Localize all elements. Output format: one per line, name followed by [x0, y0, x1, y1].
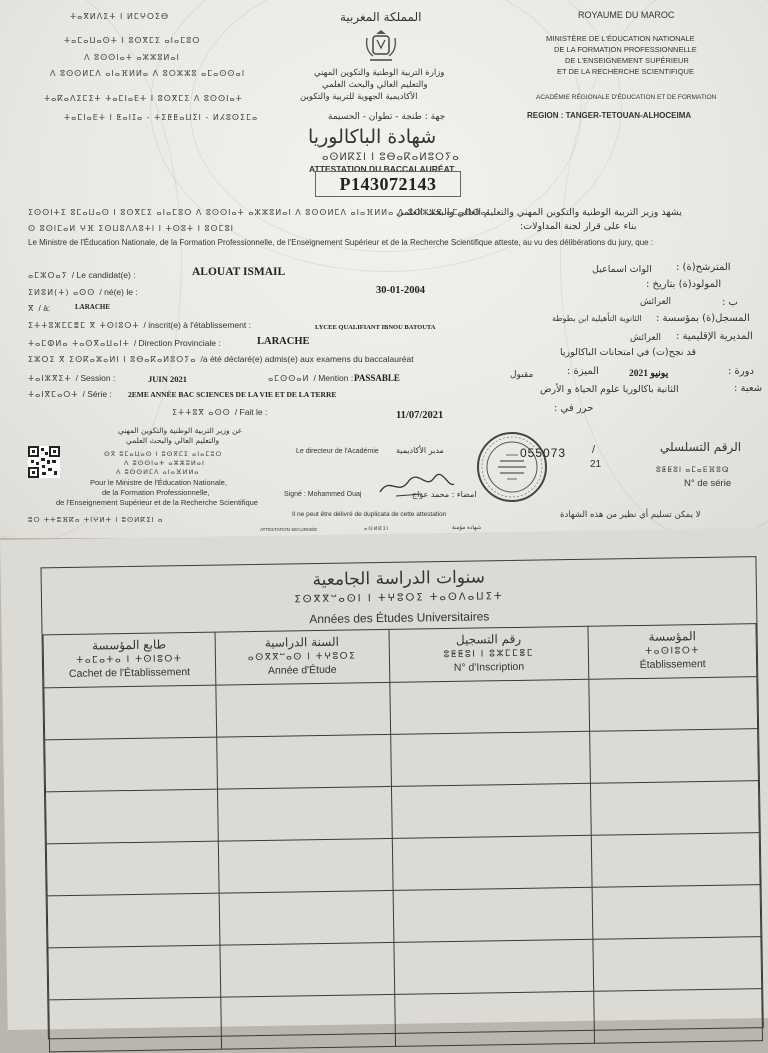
header-tifinagh-ministry: ⴷ ⵓⵙⵙⵏⴰⵜ ⴰⵣⵣⵓⵍⴰⵏ — [84, 53, 180, 62]
header-arabic-kingdom: المملكة المغربية — [340, 10, 422, 24]
birth-date-label-ar: المولود(ة) بتاريخ : — [646, 279, 722, 290]
header-tifinagh-ministry: ⵜⴰⵎⴰⵡⴰⵙⵜ ⵏ ⵓⵙⴳⵎⵉ ⴰⵏⴰⵎⵓⵔ — [64, 36, 201, 45]
footer-arabic: لا يمكن تسليم أي نظير من هذه الشهادة — [560, 510, 701, 520]
mention-value: PASSABLE — [354, 373, 400, 383]
table-cell — [216, 734, 391, 789]
column-header-etablissement: المؤسسة ⵜⴰⵙⵏⵓⵔⵜ Établissement — [588, 624, 757, 680]
header-arabic-academy: الأكاديمية الجهوية للتربية والتكوين — [300, 92, 418, 102]
header-arabic-region: جهة : طنجة - تطوان - الحسيمة — [328, 112, 446, 122]
table-cell — [591, 781, 760, 836]
field-school-label: ⵉⵜⵜⵓⵣⵎⵎⴻⵎ ⴳ ⵜⵙⵏⵓⵔⵜ / inscrit(e) à l'établissement : — [28, 320, 251, 330]
certificate-number: P143072143 — [315, 171, 461, 197]
serial-label-tifinagh: ⵓⵟⵟⵓⵏ ⴰⵎⴰⴹⴼⵓⵕ — [656, 465, 730, 474]
table-cell — [216, 682, 391, 737]
preamble-tifinagh: ⵙ ⵓⵙⵏⵎⴰⵍ ⵖⴼ ⵉⵙⵡⵓⴷⴷⵓⵜⵏ ⵏ ⵜⵙⵓⵜ ⵏ ⵓⵙⵎⵓⵏ — [28, 224, 235, 233]
title-french: ATTESTATION DU BACCALAURÉAT — [309, 164, 455, 174]
preamble-arabic: يشهد وزير التربية الوطنية والتكوين المهني والتعليم العالي والبحث العلمي — [396, 207, 682, 218]
serial-separator: / — [592, 444, 596, 456]
session-value-ar: يونيو 2021 — [629, 369, 669, 379]
footer-secure-tifinagh: ⴰⵙⵍⴽⵉⵏ — [364, 526, 390, 532]
preamble-arabic: بناء على قرار لجنة المداولات: — [520, 221, 637, 232]
province-name: LARACHE — [257, 336, 310, 347]
school-name: LYCEE QUALIFIANT IBNOU BATOUTA — [315, 324, 436, 331]
header-arabic-ministry: والتعليم العالي والبحث العلمي — [322, 80, 428, 90]
minister-arabic: والتعليم العالي والبحث العلمي — [126, 436, 220, 445]
studies-title-arabic: سنوات الدراسة الجامعية — [312, 567, 486, 591]
table-cell — [44, 685, 217, 740]
header-ministry-fr: MINISTÈRE DE L'ÉDUCATION NATIONALE — [546, 34, 695, 43]
table-cell — [217, 786, 392, 841]
serial-suffix: 21 — [590, 459, 602, 470]
header-tifinagh-kingdom: ⵜⴰⴳⵍⴷⵉⵜ ⵏ ⵍⵎⵖⵔⵉⴱ — [70, 12, 170, 21]
minister-french: de la Formation Professionnelle, — [102, 488, 210, 497]
director-signature — [376, 470, 456, 500]
issue-date-label-ar: حرر في : — [554, 403, 594, 414]
header-kingdom-fr: ROYAUME DU MAROC — [578, 10, 675, 20]
header-tifinagh-ministry: ⴷ ⵓⵙⵙⵍⵎⴷ ⴰⵏⴰⴼⵍⵍⴰ ⴷ ⵓⵔⵣⵣⵓ ⴰⵎⴰⵙⵙⴰⵏ — [50, 69, 246, 78]
table-cell — [46, 841, 219, 896]
header-tifinagh-region: ⵜⴰⵎⵏⴰⴹⵜ ⵏ ⵟⴰⵏⵊⴰ - ⵜⵉⵟⵟⴰⵡⵉⵏ - ⵍⵃⵓⵙⵉⵎⴰ — [64, 113, 259, 122]
column-header-cachet: طابع المؤسسة ⵜⴰⵎⴰⵜⴰ ⵏ ⵜⵙⵏⵓⵔⵜ Cachet de l'Établissement — [43, 632, 216, 688]
field-born-label: ⵉⵍⵓⵍ(ⵜ) ⴰⵙⵙ / né(e) le : — [28, 287, 138, 297]
studies-title-french: Années des Études Universitaires — [309, 609, 490, 627]
province-label-ar: المديرية الإقليمية : — [676, 331, 753, 342]
serie-value: 2EME ANNÉE BAC SCIENCES DE LA VIE ET DE LA TERRE — [128, 390, 337, 399]
serial-label-fr: N° de série — [684, 478, 732, 489]
field-province-label: ⵜⴰⵎⵀⵍⴰ ⵜⴰⵙⴳⴰⵡⴰⵏⵜ / Direction Provinciale : — [28, 338, 221, 348]
footer-secure-arabic: شهادة مؤمنة — [452, 525, 482, 531]
school-name-ar: الثانوية التأهيلية ابن بطوطة — [552, 314, 642, 323]
table-cell — [592, 885, 761, 940]
table-cell — [389, 679, 589, 734]
footer-tifinagh: ⵓⵔ ⵜⵜⵓⴼⴽⴰ ⵜⵏⵖⵍⵜ ⵏ ⵓⵙⵍⴽⵉⵏ ⴰ — [28, 516, 164, 524]
preamble-french: Le Ministre de l'Éducation Nationale, de la Formation Professionnelle, de l'Enseignement Supérieur et de la Recherche Scientifique atteste, au vu des délibérations du jury, que : — [28, 238, 654, 247]
field-admitted-label: ⵉⵣⵔⵉ ⴳ ⵉⵙⴽⴰⵣⴰⵍⵏ ⵏ ⵓⴱⴰⴽⴰⵍⵓⵔⵢⴰ /a été déclaré(e) admis(e) aux examens du baccalauréat — [28, 354, 414, 364]
column-header-inscription: رقم التسجيل ⵓⵟⵟⵓⵏ ⵏ ⵓⵣⵎⵎⴻⵎ N° d'Inscription — [389, 626, 589, 682]
minister-tifinagh: ⴷ ⵓⵙⵙⵍⵎⴷ ⴰⵏⴰⴼⵍⵍⴰ — [116, 468, 200, 476]
table-cell — [46, 789, 219, 844]
table-cell — [394, 991, 594, 1046]
column-header-annee: السنة الدراسية ⴰⵙⴳⴳⵯⴰⵙ ⵏ ⵜⵖⵓⵔⵉ Année d'Étude — [215, 629, 390, 685]
header-arabic-ministry: وزارة التربية الوطنية والتكوين المهني — [314, 68, 445, 78]
field-session-label: ⵜⴰⵏⵣⴳⵉⵜ / Session : — [28, 373, 116, 383]
candidate-name: ALOUAT ISMAIL — [192, 266, 286, 278]
minister-french: Pour le Ministre de l'Éducation Nationale, — [90, 478, 227, 487]
qr-code-icon — [28, 446, 60, 478]
header-ministry-fr: DE LA FORMATION PROFESSIONNELLE — [554, 45, 697, 54]
header-ministry-fr: ET DE LA RECHERCHE SCIENTIFIQUE — [557, 67, 694, 76]
header-region-fr: REGION : TANGER-TETOUAN-ALHOCEIMA — [527, 111, 692, 120]
birth-date: 30-01-2004 — [376, 285, 425, 296]
field-mention-label: ⴰⵎⵙⵙⴰⵍ / Mention : — [268, 373, 354, 383]
candidate-label-ar: المترشح(ة) : — [676, 262, 731, 273]
studies-table-frame — [40, 556, 763, 1039]
table-row — [49, 989, 763, 1052]
official-stamp-icon — [476, 431, 548, 503]
table-cell — [218, 838, 393, 893]
table-cell — [220, 942, 395, 997]
table-cell — [219, 890, 394, 945]
footer-french: Il ne peut être délivré de duplicata de cette attestation — [292, 511, 447, 518]
table-cell — [590, 729, 759, 784]
birth-place-ar: العرائش — [640, 297, 672, 307]
preamble-tifinagh: ⵉⵙⵙⵏⵜⵉ ⵓⵎⴰⵡⴰⵙ ⵏ ⵓⵙⴳⵎⵉ ⴰⵏⴰⵎⵓⵔ ⴷ ⵓⵙⵙⵏⴰⵜ ⴰⵣⵣⵓⵍⴰⵏ ⴷ ⵓⵙⵙⵍⵎⴷ ⴰⵏⴰⴼⵍⵍⴰ ⴷ ⵓⵔⵣⵣⵓ ⴰⵎⴰⵙⵙⴰⵏ — [28, 208, 491, 217]
minister-french: de l'Enseignement Supérieur et de la Recherche Scientifique — [56, 498, 258, 507]
table-cell — [593, 937, 762, 992]
mention-label-ar: الميزة : — [567, 366, 599, 377]
table-cell — [591, 833, 760, 888]
title-arabic: شهادة الباكالوريا — [308, 126, 437, 148]
table-cell — [47, 893, 220, 948]
table-cell — [392, 835, 592, 890]
field-candidate-label: ⴰⵎⵣⵔⴰⵢ / Le candidat(e) : — [28, 270, 136, 280]
minister-tifinagh: ⵙⴳ ⵓⵎⴰⵡⴰⵙ ⵏ ⵓⵙⴳⵎⵉ ⴰⵏⴰⵎⵓⵔ — [104, 450, 223, 458]
table-cell — [391, 783, 591, 838]
director-label-fr: Le directeur de l'Académie — [296, 448, 379, 455]
table-cell — [589, 677, 758, 732]
serial-number: 055073 — [520, 446, 567, 460]
mention-value-ar: مقبول — [510, 370, 534, 380]
admitted-label-ar: قد نجح(ت) في امتحانات الباكالوريا — [560, 347, 697, 358]
table-cell — [594, 989, 763, 1044]
studies-title-tifinagh: ⵉⵙⴳⴳⵯⴰⵙⵏ ⵏ ⵜⵖⵓⵔⵉ ⵜⴰⵙⴷⴰⵡⵉⵜ — [294, 591, 504, 606]
kingdom-emblem-icon — [364, 28, 398, 64]
field-serie-label: ⵜⴰⵏⴳⵎⴰⵔⵜ / Série : — [28, 389, 112, 399]
province-name-ar: العرائش — [630, 333, 662, 343]
minister-tifinagh: ⴷ ⵓⵙⵙⵏⴰⵜ ⴰⵣⵣⵓⵍⴰⵏ — [124, 459, 205, 467]
issue-date: 11/07/2021 — [396, 410, 444, 421]
footer-secure-label: ATTESTATION SÉCURISÉE — [260, 527, 318, 532]
table-cell — [45, 737, 218, 792]
school-label-ar: المسجل(ة) بمؤسسة : — [656, 313, 750, 324]
header-tifinagh-academy: ⵜⴰⴽⴰⴷⵉⵎⵉⵜ ⵜⴰⵎⵏⴰⴹⵜ ⵏ ⵓⵙⴳⵎⵉ ⴷ ⵓⵙⵙⵏⴰⵜ — [44, 94, 243, 103]
table-cell — [48, 945, 221, 1000]
university-studies-sheet — [0, 528, 768, 1030]
director-label-ar: مدير الأكاديمية — [396, 446, 444, 455]
title-tifinagh: ⴰⵙⵍⴽⵉⵏ ⵏ ⵓⴱⴰⴽⴰⵍⵓⵔⵢⴰ — [322, 152, 460, 163]
candidate-name-ar: الواث اسماعيل — [592, 264, 652, 275]
session-value: JUIN 2021 — [148, 374, 187, 384]
serie-value-ar: الثانية باكالوريا علوم الحياة و الأرض — [540, 384, 679, 395]
header-academy-fr: ACADÉMIE RÉGIONALE D'ÉDUCATION ET DE FORMATION — [536, 94, 717, 101]
table-cell — [393, 939, 593, 994]
signer-name-fr: Signé : Mohammed Ouaj — [284, 491, 362, 498]
table-cell — [390, 731, 590, 786]
serial-label-ar: الرقم التسلسلي — [660, 440, 742, 454]
header-ministry-fr: DE L'ENSEIGNEMENT SUPÉRIEUR — [565, 56, 689, 65]
minister-arabic: عن وزير التربية الوطنية والتكوين المهني — [118, 426, 243, 435]
field-birthplace-label: ⴳ / à: — [28, 303, 51, 313]
birth-place: LARACHE — [75, 303, 111, 311]
session-label-ar: دورة : — [728, 366, 754, 377]
serie-label-ar: شعبة : — [734, 383, 763, 394]
table-cell — [393, 887, 593, 942]
table-cell — [221, 994, 396, 1049]
table-cell — [49, 997, 222, 1052]
birth-place-label-ar: ب : — [722, 297, 738, 308]
field-done-on-label: ⵉⵜⵜⵓⴳ ⴰⵙⵙ / Fait le : — [172, 407, 268, 417]
studies-table — [43, 623, 763, 1052]
signer-name-ar: امضاء : محمد عواج — [412, 490, 477, 499]
